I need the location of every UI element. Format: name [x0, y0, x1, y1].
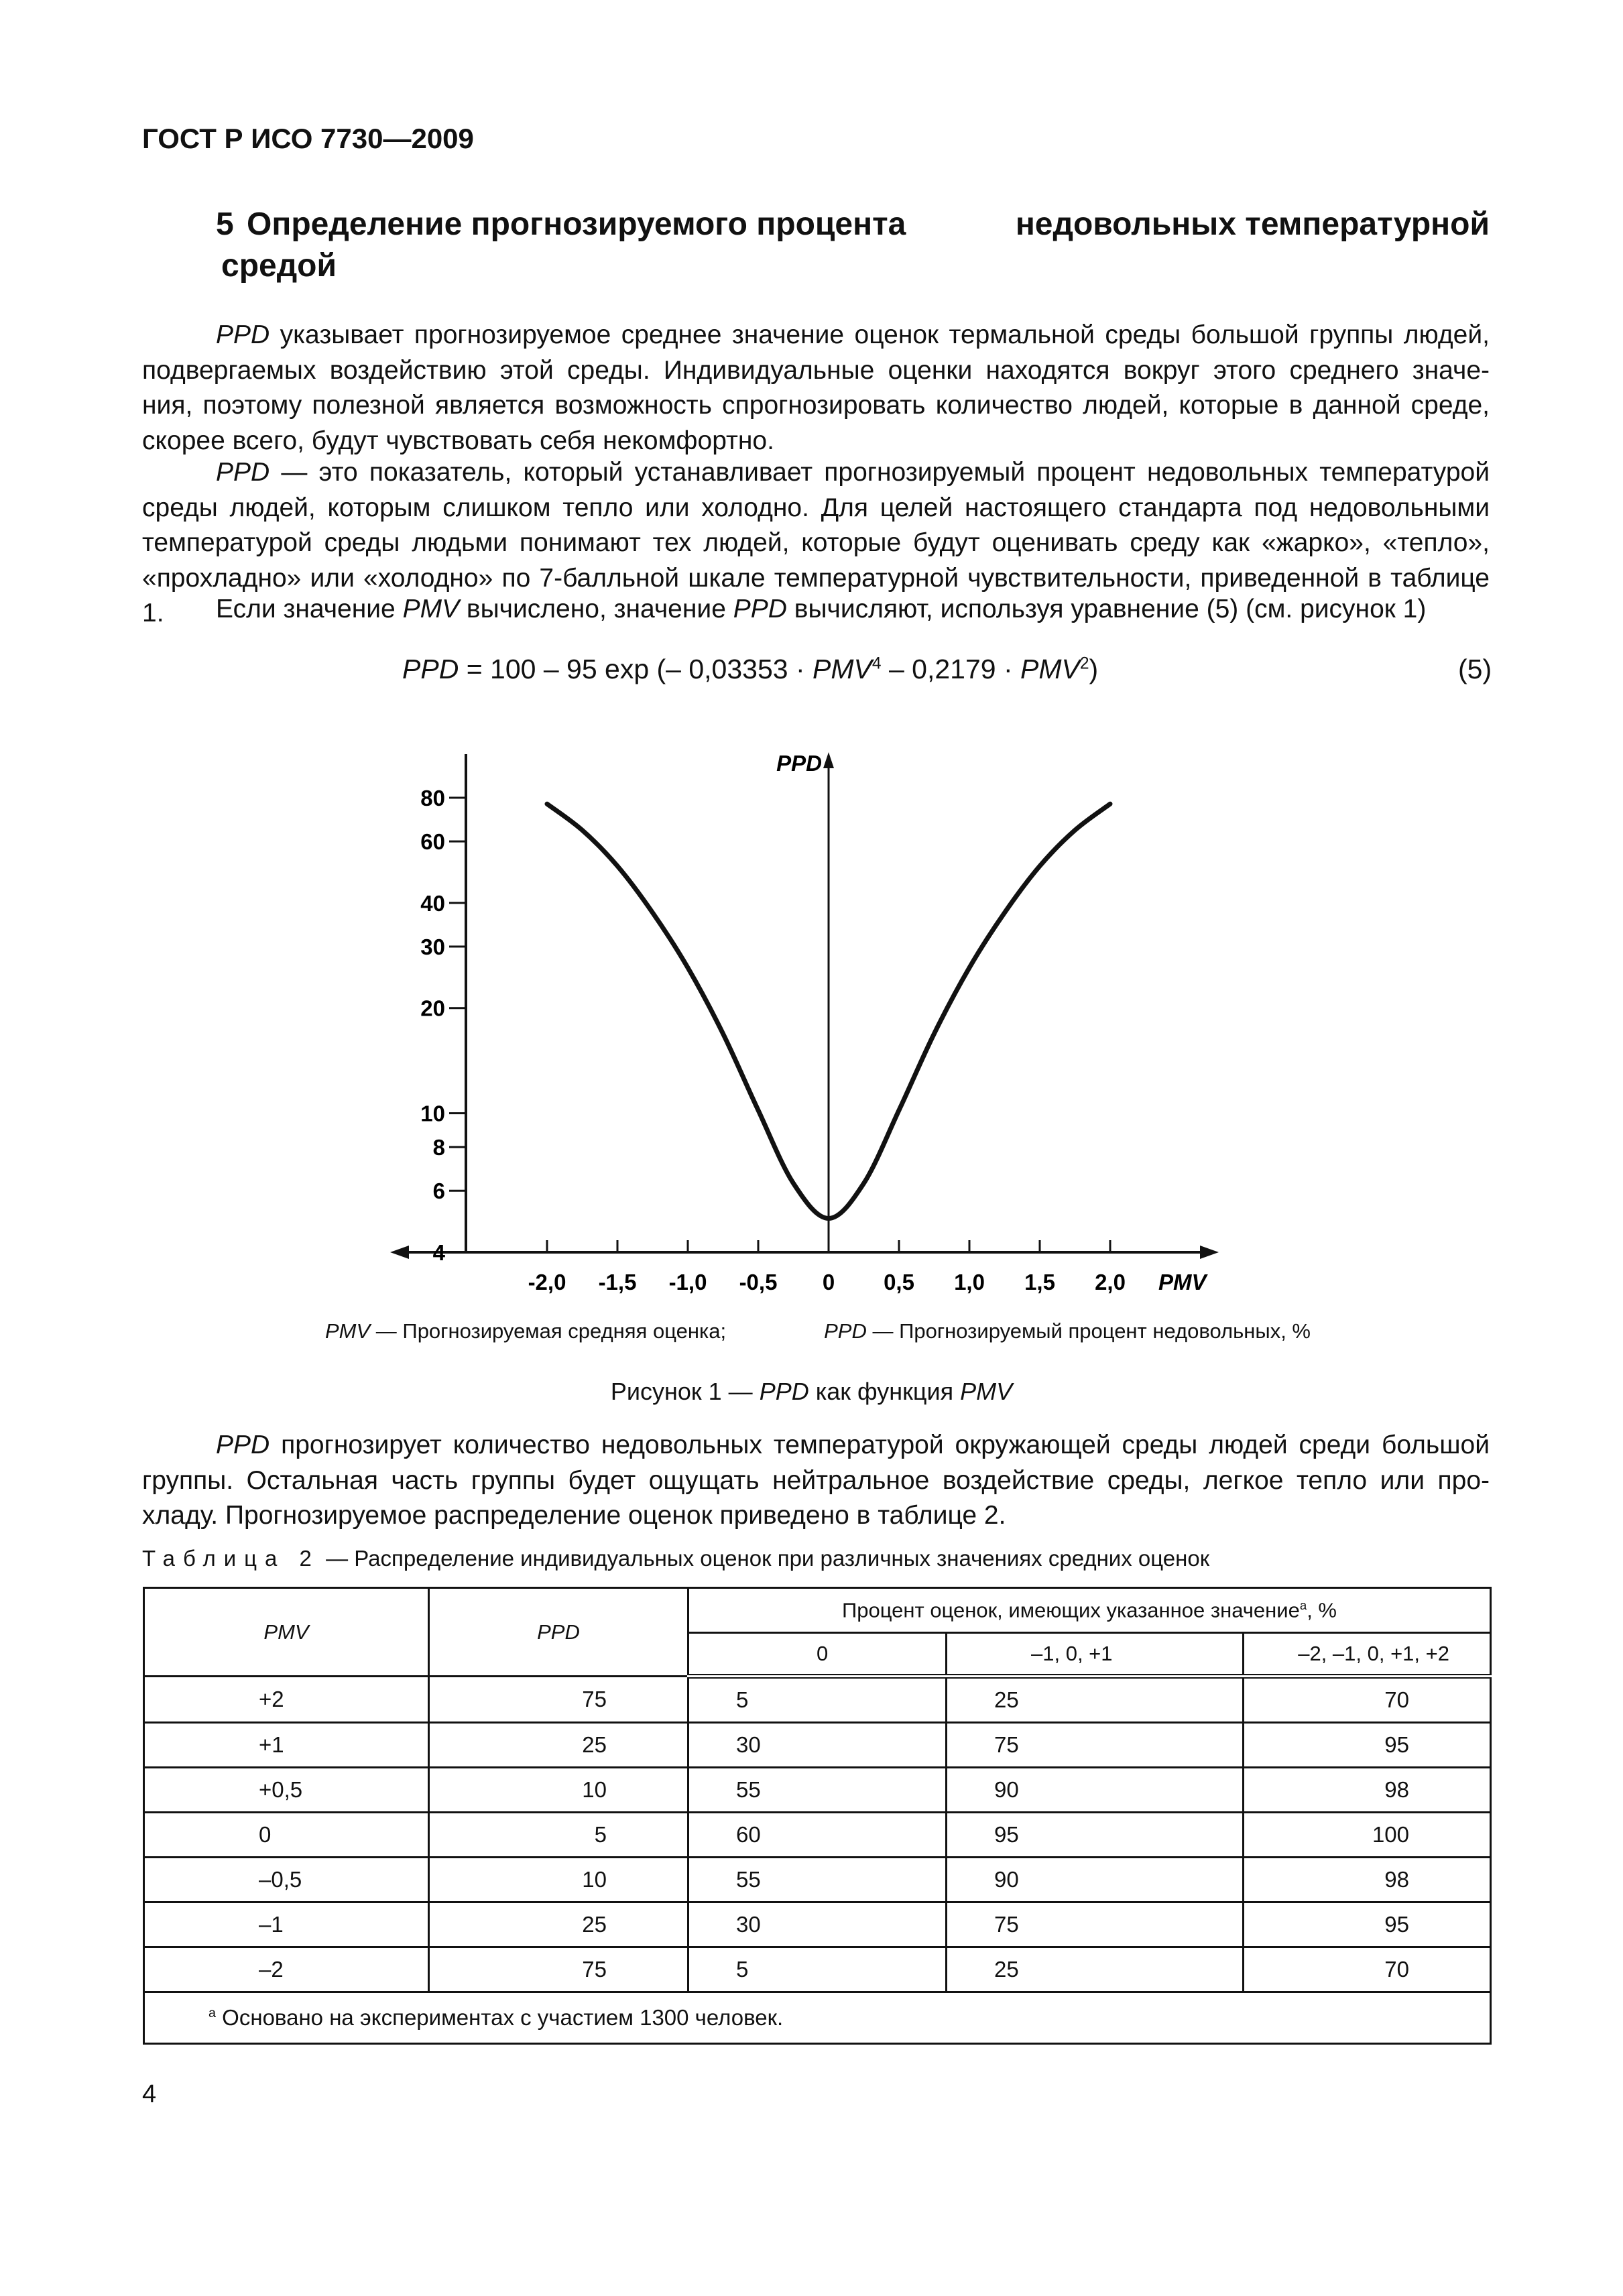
term-pmv: PMV	[402, 595, 460, 623]
table-row	[144, 1947, 1491, 1992]
table-cell: +0,5	[144, 1768, 429, 1813]
term-ppd: PPD	[733, 595, 787, 623]
paragraph-text: вычислено, значение	[459, 595, 733, 623]
formula-exponent: 4	[871, 654, 882, 673]
paragraph-text: вычисляют, используя уравнение (5) (см. рисунок 1)	[786, 595, 1427, 623]
x-tick-label: -1,5	[598, 1270, 637, 1294]
table-cell: 10	[429, 1768, 688, 1813]
subheader-1: –1, 0, +1	[947, 1633, 1244, 1677]
table-caption-text: — Распределение индивидуальных оценок при различных значениях средних оценок	[319, 1546, 1210, 1571]
table-cell: 90	[947, 1858, 1244, 1902]
paragraph-text: подвергаемых воздействию этой среды. Индивидуальные оценки находятся вокруг этого среднего значе-	[142, 355, 1490, 385]
header-text: , %	[1307, 1598, 1337, 1622]
paragraph-distribution	[142, 1428, 1490, 1534]
figure-legend	[325, 1319, 1311, 1343]
table-cell: 90	[947, 1768, 1244, 1813]
y-tick-label: 60	[420, 829, 445, 855]
table-footnote	[144, 1992, 1491, 2044]
table-row	[144, 1902, 1491, 1947]
section-title	[216, 204, 1490, 287]
x-tick-label: -1,0	[668, 1270, 707, 1294]
paragraph-ppd-intro	[142, 318, 1490, 459]
table-cell: 60	[688, 1813, 947, 1858]
equation-5	[402, 654, 1098, 685]
paragraph-text: группы. Остальная часть группы будет ощущать нейтральное воздействие среды, легкое тепло или про-	[142, 1465, 1490, 1495]
y-tick-label: 80	[420, 786, 445, 810]
column-group-header	[688, 1588, 1491, 1633]
y-tick-label: 6	[432, 1179, 445, 1204]
table-cell: 10	[429, 1858, 688, 1902]
y-ticks	[420, 786, 466, 1265]
table-cell: 75	[429, 1947, 688, 1992]
table-cell: –2	[144, 1947, 429, 1992]
table-cell: 0	[144, 1813, 429, 1858]
distribution-table	[143, 1587, 1492, 2045]
ppd-axis	[823, 752, 834, 1252]
caption-text: Рисунок 1 —	[610, 1378, 760, 1405]
paragraph-text: хладу. Прогнозируемое распределение оценок приведено в таблице 2.	[142, 1501, 1006, 1530]
x-tick-label: -0,5	[739, 1270, 778, 1294]
section-number: 5	[216, 206, 234, 242]
x-tick-label: -2,0	[528, 1270, 566, 1294]
paragraph-text: прогнозирует количество недовольных температурой окружающей среды людей среди большой	[269, 1431, 1490, 1459]
table-row	[144, 1768, 1491, 1813]
section-title-part2: недовольных температурной	[1015, 206, 1490, 242]
table-cell: 95	[1244, 1723, 1491, 1768]
table-cell: 5	[429, 1813, 688, 1858]
header-text: PMV	[263, 1620, 309, 1644]
footnote-mark: а	[208, 2006, 217, 2020]
table-cell: 95	[1244, 1902, 1491, 1947]
table-cell: 5	[688, 1677, 947, 1723]
table-cell: 98	[1244, 1858, 1491, 1902]
y-axis-label: PPD	[776, 751, 822, 776]
table-cell: 95	[947, 1813, 1244, 1858]
table-row	[144, 1723, 1491, 1768]
table-cell: 25	[947, 1947, 1244, 1992]
table-cell: 70	[1244, 1677, 1491, 1723]
table-cell: 100	[1244, 1813, 1491, 1858]
table-cell: +2	[144, 1677, 429, 1723]
y-tick-label: 10	[420, 1101, 445, 1126]
x-axis-label: PMV	[1158, 1270, 1207, 1294]
footnote-mark: а	[1299, 1597, 1307, 1612]
formula-var: PMV	[813, 654, 872, 684]
paragraph-text: среды людей, которым слишком тепло или холодно. Для целей настоящего стандарта под недовольными	[142, 493, 1490, 522]
legend-text: — Прогнозируемый процент недовольных, %	[866, 1319, 1311, 1343]
x-tick-label: 1,0	[954, 1270, 985, 1294]
x-axis-arrow-left	[390, 1246, 409, 1259]
legend-term: PPD	[824, 1319, 867, 1343]
section-title-line2: средой	[221, 248, 337, 284]
subheader-2: –2, –1, 0, +1, +2	[1244, 1633, 1491, 1677]
table-cell: 25	[947, 1677, 1244, 1723]
y-tick-label: 4	[432, 1240, 445, 1265]
figure-caption	[0, 1378, 1623, 1406]
page-number: 4	[142, 2080, 157, 2108]
subheader-0: 0	[688, 1633, 947, 1677]
caption-term: PPD	[759, 1378, 809, 1405]
column-header-pmv	[144, 1588, 429, 1677]
table-cell: 30	[688, 1723, 947, 1768]
x-tick-label: 0	[822, 1270, 835, 1294]
table-row	[144, 1858, 1491, 1902]
table-cell: 75	[947, 1902, 1244, 1947]
legend-term: PMV	[325, 1319, 371, 1343]
table-cell: 55	[688, 1768, 947, 1813]
paragraph-text: температурой среды людьми понимают тех людей, которые будут оценивать среду как «жарко», «тепло»,	[142, 528, 1490, 557]
table-cell: +1	[144, 1723, 429, 1768]
caption-term: PMV	[960, 1378, 1013, 1405]
y-tick-label: 40	[420, 890, 445, 916]
section-title-part1: Определение прогнозируемого процента	[247, 206, 906, 242]
table-cell: 75	[947, 1723, 1244, 1768]
paragraph-text: указывает прогнозируемое среднее значение оценок термальной среды большой группы людей,	[269, 320, 1490, 349]
ppd-axis-arrow	[823, 752, 834, 768]
header-text: Процент оценок, имеющих указанное значение	[842, 1598, 1300, 1622]
term-ppd: PPD	[216, 458, 270, 487]
table-row	[144, 1813, 1491, 1858]
y-tick-label: 30	[420, 934, 445, 959]
table-cell: 98	[1244, 1768, 1491, 1813]
footnote-text: Основано на экспериментах с участием 1300 человек.	[216, 2005, 784, 2030]
legend-pmv	[325, 1319, 726, 1343]
paragraph-equation-ref	[142, 592, 1490, 627]
paragraph-text: — это показатель, который устанавливает прогнозируемый процент недовольных температурой	[269, 458, 1490, 487]
term-ppd: PPD	[216, 320, 270, 349]
table-cell: 25	[429, 1902, 688, 1947]
table-cell: 70	[1244, 1947, 1491, 1992]
table-row	[144, 1677, 1491, 1723]
y-tick-label: 8	[432, 1135, 445, 1160]
x-tick-label: 0,5	[884, 1270, 914, 1294]
table-caption	[142, 1546, 1209, 1571]
x-axis	[390, 1246, 1219, 1259]
formula-lhs: PPD	[402, 654, 459, 684]
column-header-ppd	[429, 1588, 688, 1677]
paragraph-text: ния, поэтому полезной является возможность спрогнозировать количество людей, которые в данной среде,	[142, 391, 1490, 420]
formula-var: PMV	[1020, 654, 1080, 684]
formula-part: )	[1089, 654, 1099, 684]
table-label: Таблица 2	[142, 1546, 320, 1571]
formula-exponent: 2	[1079, 654, 1089, 673]
x-tick-label: 2,0	[1095, 1270, 1126, 1294]
header-text: PPD	[537, 1620, 580, 1644]
ppd-pmv-chart	[375, 737, 1234, 1307]
equation-number: (5)	[1458, 654, 1492, 684]
paragraph-text: Если значение	[216, 595, 403, 623]
paragraph-text: скорее всего, будут чувствовать себя некомфортно.	[142, 426, 774, 455]
table-cell: 75	[429, 1677, 688, 1723]
table-cell: –0,5	[144, 1858, 429, 1902]
term-ppd: PPD	[216, 1431, 270, 1459]
table-cell: 5	[688, 1947, 947, 1992]
table-cell: 55	[688, 1858, 947, 1902]
y-tick-label: 20	[420, 995, 445, 1021]
legend-ppd	[824, 1319, 1311, 1343]
caption-text: как функция	[808, 1378, 961, 1405]
table-cell: 30	[688, 1902, 947, 1947]
x-tick-label: 1,5	[1024, 1270, 1055, 1294]
formula-part: = 100 – 95 exp (– 0,03353 ·	[459, 654, 813, 684]
document-header: ГОСТ Р ИСО 7730—2009	[142, 123, 474, 154]
x-ticks	[528, 1240, 1126, 1294]
table-cell: 25	[429, 1723, 688, 1768]
formula-part: – 0,2179 ·	[881, 654, 1020, 684]
table-cell: –1	[144, 1902, 429, 1947]
legend-text: — Прогнозируемая средняя оценка;	[370, 1319, 727, 1343]
paragraph-text: «прохладно» или «холодно» по 7-балльной шкале температурной чувствительности, приведенной в таблице 1.	[142, 563, 1490, 627]
x-axis-arrow-right	[1200, 1246, 1219, 1259]
